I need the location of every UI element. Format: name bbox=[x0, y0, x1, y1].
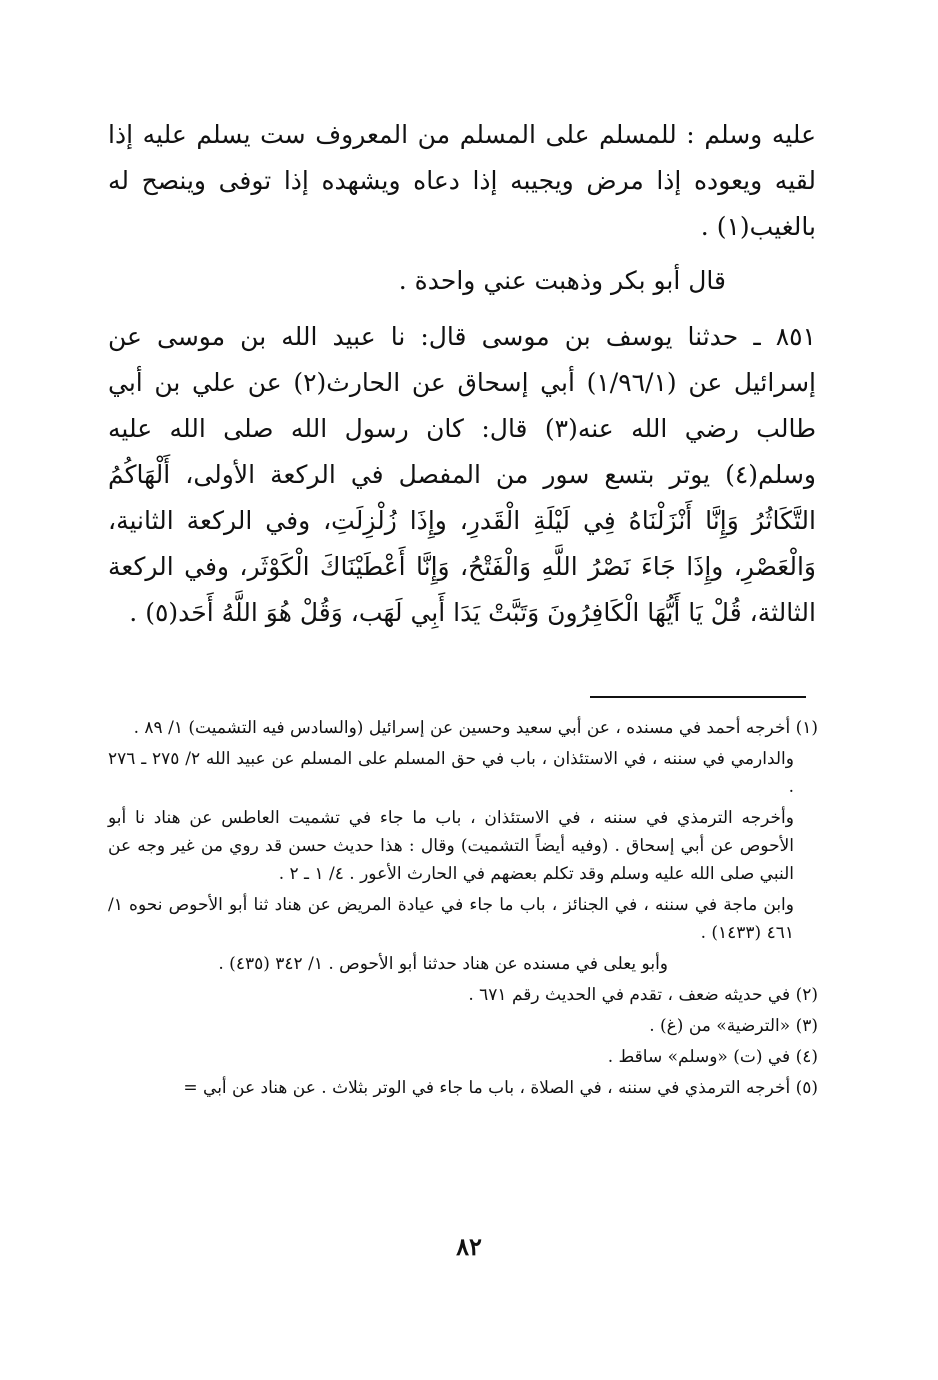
footnote-5: (٥) أخرجه الترمذي في سننه ، في الصلاة ، باب ما جاء في الوتر بثلاث . عن هناد عن أبي = bbox=[183, 1078, 818, 1098]
hadith-851 bbox=[108, 314, 816, 636]
footnote-2: (٢) في حديثه ضعف ، تقدم في الحديث رقم ٦٧١ . bbox=[468, 985, 818, 1005]
paragraph-abu-bakr-remark: قال أبو بكر وذهبت عني واحدة . bbox=[398, 266, 726, 295]
hadith-number: ٨٥١ ـ bbox=[753, 322, 816, 351]
footnote-separator bbox=[590, 696, 806, 698]
footnote-1-tirmidhi: وأخرجه الترمذي في سننه ، في الاستئذان ، باب ما جاء في تشميت العاطس عن هناد نا أبو الأحوص عن أبي إسحاق . (وفيه أيضاً التشميت) وقال : هذا حديث حسن قد روي من غير وجه عن النبي صلى الله عليه وسلم وقد تكلم بعضهم في الحارث الأعور . ٤/ ١ ـ ٢ . bbox=[108, 808, 794, 884]
footnotes bbox=[108, 714, 818, 1105]
footnote-1-darimi: والدارمي في سننه ، في الاستئذان ، باب في حق المسلم على المسلم عن عبيد الله ٢/ ٢٧٥ ـ ٢٧٦ . bbox=[108, 749, 794, 797]
footnote-1: (١) أخرجه أحمد في مسنده ، عن أبي سعيد وحسين عن إسرائيل (والسادس فيه التشميت) ١/ ٨٩ . bbox=[133, 718, 818, 738]
main-text bbox=[108, 112, 816, 636]
footnote-4: (٤) في (ت) «وسلم» ساقط . bbox=[607, 1047, 818, 1067]
page-number: ٨٢ bbox=[456, 1232, 482, 1261]
paragraph-hadith-continuation: عليه وسلم : للمسلم على المسلم من المعروف ست يسلم عليه إذا لقيه ويعوده إذا مرض ويجيبه إذا دعاه ويشهده إذا توفى وينصح له بالغيب(١) . bbox=[108, 120, 816, 241]
footnote-1-abu-yala: وأبو يعلى في مسنده عن هناد حدثنا أبو الأحوص . ١/ ٣٤٢ (٤٣٥) . bbox=[218, 954, 668, 974]
hadith-text: حدثنا يوسف بن موسى قال: نا عبيد الله بن موسى عن إسرائيل عن (١/٩٦/١) أبي إسحاق عن الحارث(٢) عن علي بن أبي طالب رضي الله عنه(٣) قال: كان رسول الله صلى الله عليه وسلم(٤) يوتر بتسع سور من المفصل في الركعة الأولى، أَلْهَاكُمُ التَّكَاثُرُ وَإِنَّا أَنْزَلْنَاهُ فِي لَيْلَةِ الْقَدرِ، وإِذَا زُلْزِلَتِ، وفي الركعة الثانية، وَالْعَصْرِ، وإِذَا جَاءَ نَصْرُ اللَّهِ وَالْفَتْحُ، وَإِنَّا أَعْطَيْنَاكَ الْكَوْثَر، وفي الركعة الثالثة، قُلْ يَا أَيُّهَا الْكَافِرُونَ وَتَبَّتْ يَدَا أَبِي لَهَب، وَقُلْ هُوَ اللَّهُ أَحَد(٥) . bbox=[108, 322, 816, 627]
footnote-3: (٣) «الترضية» من (غ) . bbox=[649, 1016, 818, 1036]
footnote-1-ibn-majah: وابن ماجة في سننه ، في الجنائز ، باب ما جاء في عيادة المريض عن هناد ثنا أبو الأحوص نحوه ١/ ٤٦١ (١٤٣٣) . bbox=[108, 895, 794, 943]
